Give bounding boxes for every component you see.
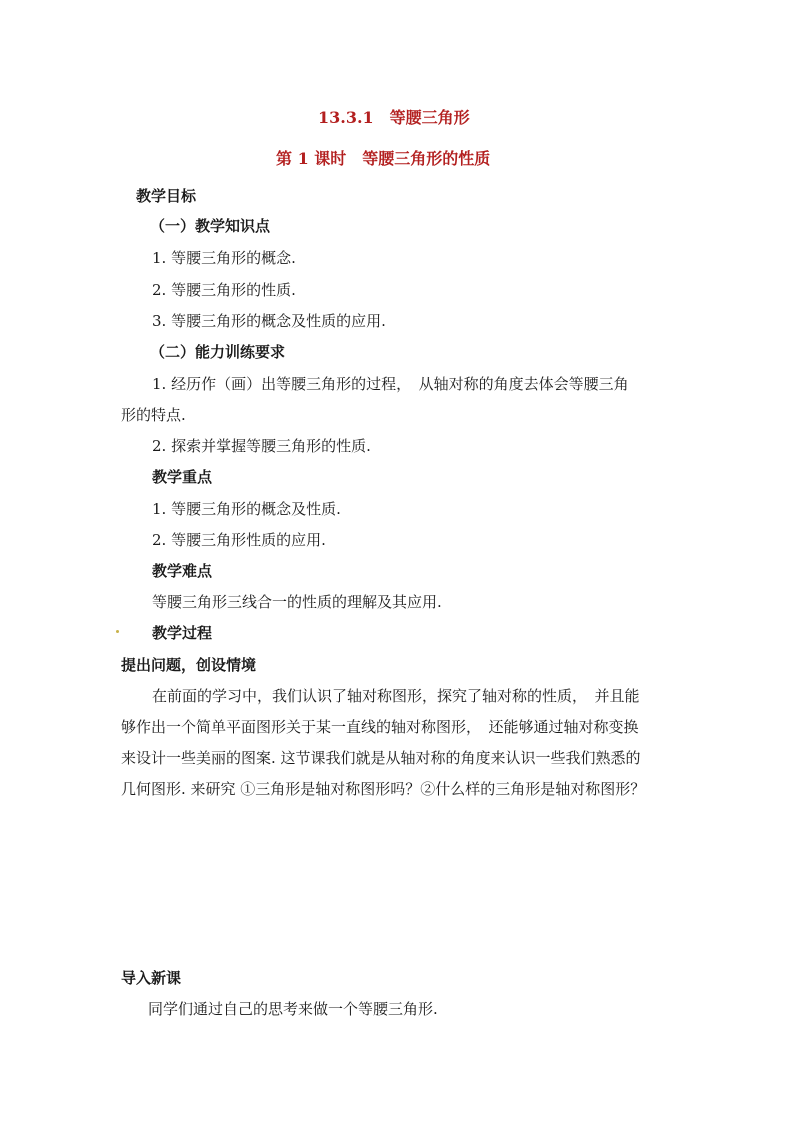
- knowledge-item: 2. 等腰三角形的性质.: [152, 281, 296, 299]
- knowledge-item: 3. 等腰三角形的概念及性质的应用.: [152, 312, 386, 330]
- goals-heading: 教学目标: [136, 187, 197, 205]
- ability-item: 2. 探索并掌握等腰三角形的性质.: [152, 437, 371, 455]
- difficulty-heading: 教学难点: [152, 562, 213, 580]
- key-heading: 教学重点: [152, 468, 213, 486]
- paragraph-line: 够作出一个简单平面图形关于某一直线的轴对称图形， 还能够通过轴对称变换: [121, 718, 639, 736]
- ability-heading: （二）能力训练要求: [150, 343, 286, 361]
- margin-dot: [116, 630, 119, 633]
- paragraph-line: 来设计一些美丽的图案. 这节课我们就是从轴对称的角度来认识一些我们熟悉的: [121, 749, 641, 767]
- knowledge-heading: （一）教学知识点: [150, 217, 271, 235]
- newlesson-text: 同学们通过自己的思考来做一个等腰三角形.: [148, 1000, 438, 1018]
- key-item: 1. 等腰三角形的概念及性质.: [152, 500, 341, 518]
- key-item: 2. 等腰三角形性质的应用.: [152, 531, 326, 549]
- ability-item: 1. 经历作（画）出等腰三角形的过程， 从轴对称的角度去体会等腰三角: [152, 375, 629, 393]
- lesson-title: 13.3.1 等腰三角形: [318, 108, 470, 127]
- scenario-heading: 提出问题，创设情境: [121, 656, 257, 674]
- lesson-subtitle: 第 1 课时 等腰三角形的性质: [276, 149, 491, 168]
- paragraph-line: 几何图形. 来研究 ①三角形是轴对称图形吗？②什么样的三角形是轴对称图形？: [121, 780, 646, 798]
- difficulty-text: 等腰三角形三线合一的性质的理解及其应用.: [152, 593, 442, 611]
- newlesson-heading: 导入新课: [121, 969, 182, 987]
- paragraph-line: 在前面的学习中，我们认识了轴对称图形，探究了轴对称的性质， 并且能: [152, 687, 640, 705]
- process-heading: 教学过程: [152, 624, 213, 642]
- ability-item-continued: 形的特点.: [121, 406, 186, 424]
- knowledge-item: 1. 等腰三角形的概念.: [152, 249, 296, 267]
